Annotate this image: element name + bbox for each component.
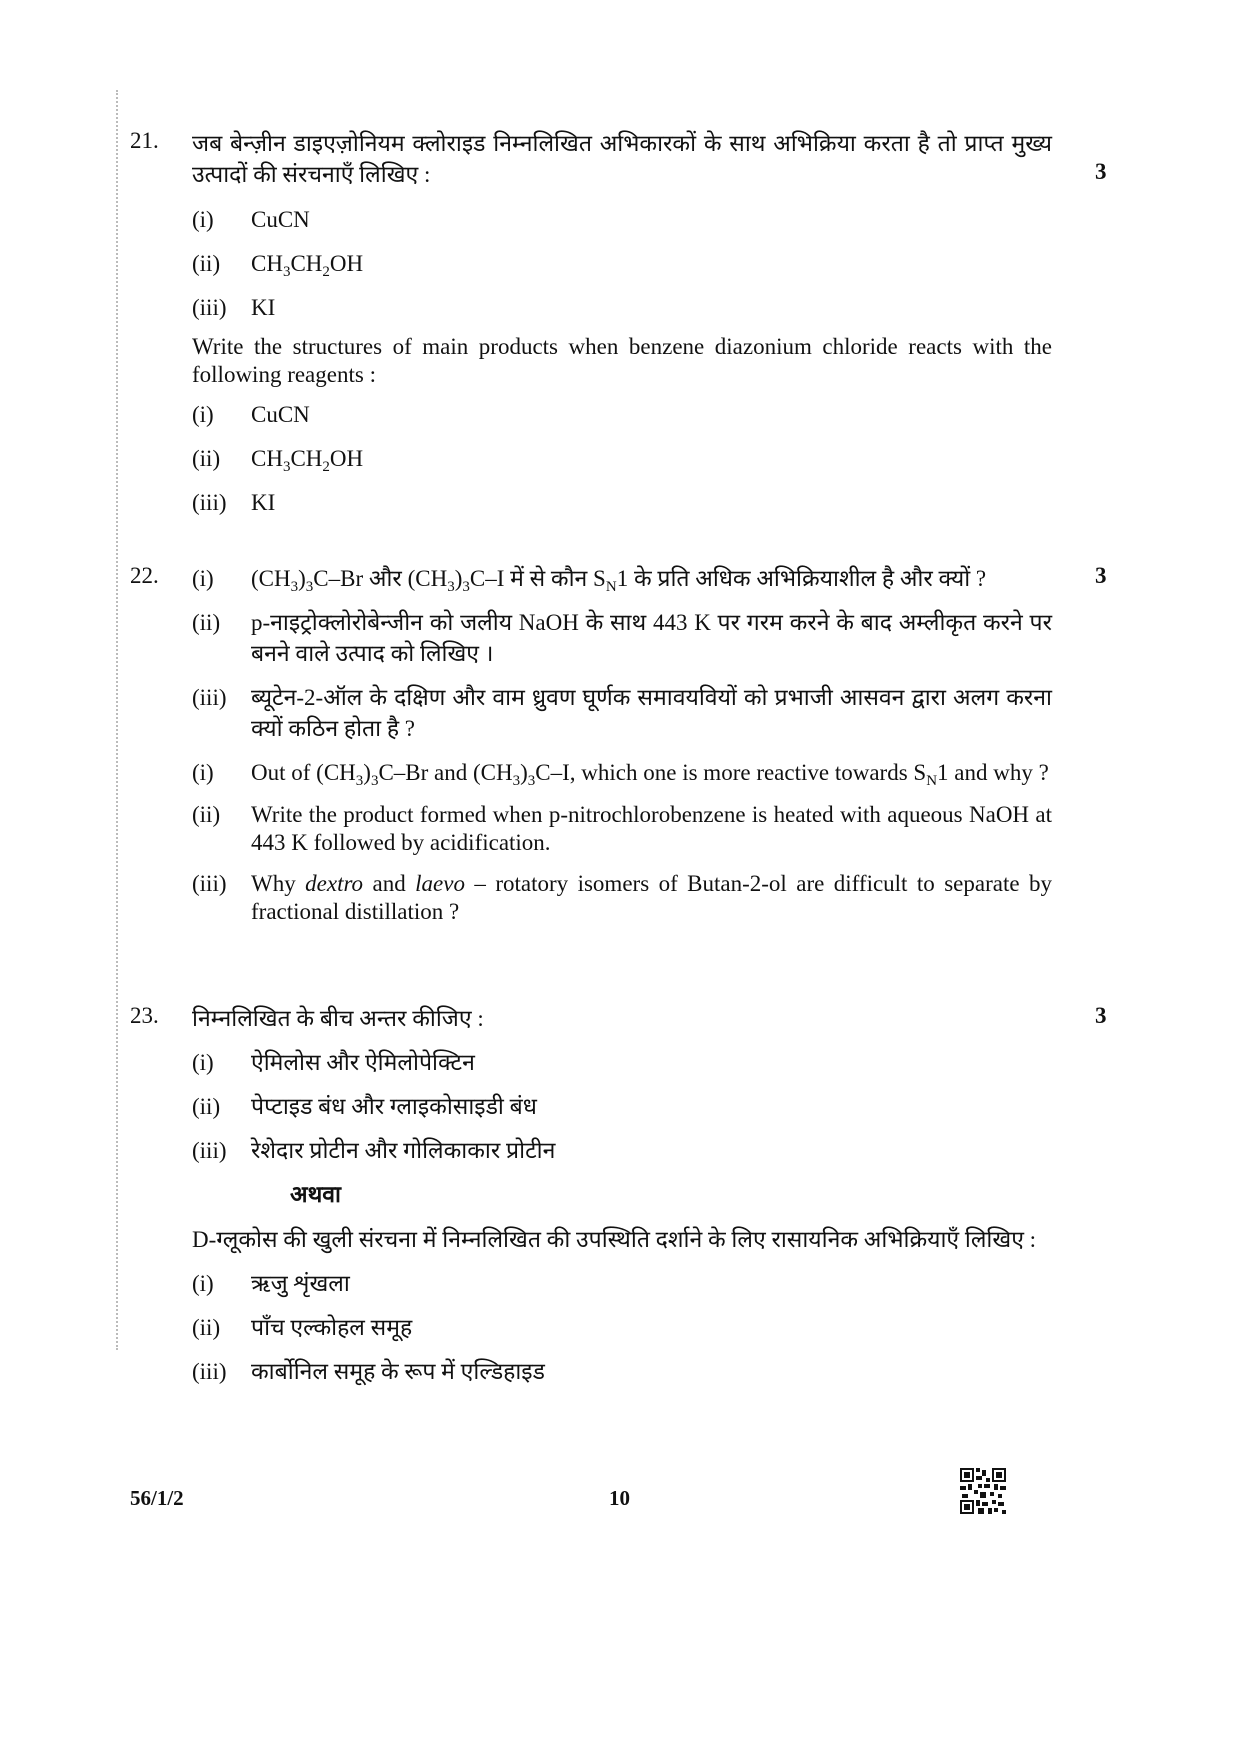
question-stem-hindi: जब बेन्ज़ीन डाइएज़ोनियम क्लोराइड निम्नलिखित अभिकारकों के साथ अभिक्रिया करता है तो प्राप्त मुख्य उत्पादों की संरचनाएँ लिखिए : [192, 131, 1052, 187]
question-number: 22. [130, 563, 159, 588]
item-text: रेशेदार प्रोटीन और गोलिकाकार प्रोटीन [251, 1138, 556, 1163]
or-question-stem: D-ग्लूकोस की खुली संरचना में निम्नलिखित की उपस्थिति दर्शाने के लिए रासायनिक अभिक्रियाएँ लिखिए : [192, 1227, 1037, 1252]
list-item [192, 870, 1052, 926]
question-22 [130, 563, 1120, 939]
item-text: ऐमिलोस और ऐमिलोपेक्टिन [251, 1050, 475, 1075]
question-stem-english: Write the structures of main products when benzene diazonium chloride reacts with the following reagents : [192, 334, 1052, 387]
item-text: $(CH_3)_3C-Br$ और $(CH_3)_3C-I$ में से कौन $S_N1$ के प्रति अधिक अभिक्रियाशील है और क्यों ? [251, 566, 987, 595]
item-label: (ii) [192, 1315, 221, 1340]
item-text: KI [251, 490, 276, 515]
item-label: (ii) [192, 251, 221, 276]
list-item [192, 248, 1052, 279]
question-21 [130, 128, 1120, 531]
margin-dotted-line [116, 90, 118, 1350]
item-label: (i) [192, 1271, 214, 1296]
item-text: KI [251, 295, 276, 320]
list-item [192, 563, 1052, 594]
item-label: (ii) [192, 802, 221, 827]
question-marks: 3 [1095, 563, 1107, 588]
list-item [192, 1135, 1052, 1166]
item-label: (i) [192, 1050, 214, 1075]
list-item [192, 292, 1052, 323]
list-item [192, 487, 1052, 518]
list-item [192, 1312, 1052, 1343]
item-text: कार्बोनिल समूह के रूप में एल्डिहाइड [251, 1359, 545, 1384]
item-text: Why dextro and laevo – rotatory isomers of Butan-2-ol are difficult to separate by fractional distillation ? [251, 871, 1052, 924]
item-label: (i) [192, 207, 214, 232]
question-number: 23. [130, 1003, 159, 1028]
question-marks: 3 [1095, 159, 1107, 184]
item-text: ब्यूटेन-2-ऑल के दक्षिण और वाम ध्रुवण घूर्णक समावयवियों को प्रभाजी आसवन द्वारा अलग करना क्यों कठिन होता है ? [251, 685, 1052, 741]
item-label: (iii) [192, 685, 227, 710]
item-text: $CH_3CH_2OH$ [251, 251, 364, 280]
item-label: (ii) [192, 1094, 221, 1119]
item-text: पेप्टाइड बंध और ग्लाइकोसाइडी बंध [251, 1094, 537, 1119]
list-item [192, 1356, 1052, 1387]
list-item [192, 607, 1052, 669]
item-label: (i) [192, 402, 214, 427]
item-text: p-नाइट्रोक्लोरोबेन्जीन को जलीय NaOH के साथ 443 K पर गरम करने के बाद अम्लीकृत करने पर बनने वाले उत्पाद को लिखिए । [251, 610, 1052, 666]
item-label: (iii) [192, 1138, 227, 1163]
list-item [192, 399, 1052, 430]
item-label: (iii) [192, 490, 227, 515]
item-label: (ii) [192, 610, 221, 635]
question-number: 21. [130, 128, 159, 153]
item-label: (i) [192, 566, 214, 591]
question-23 [130, 1003, 1120, 1400]
item-label: (ii) [192, 446, 221, 471]
item-text: ऋजु शृंखला [251, 1271, 350, 1296]
list-item [192, 1047, 1052, 1078]
item-text: CuCN [251, 207, 310, 232]
item-label: (iii) [192, 295, 227, 320]
page-number: 10 [609, 1486, 630, 1510]
item-text: Write the product formed when p-nitrochlorobenzene is heated with aqueous NaOH at 443 K followed by acidification. [251, 802, 1052, 855]
list-item [192, 757, 1052, 788]
or-label: अथवा [290, 1182, 342, 1207]
qr-code-icon [960, 1468, 1006, 1514]
item-label: (i) [192, 760, 214, 785]
paper-code: 56/1/2 [130, 1486, 184, 1510]
list-item [192, 682, 1052, 744]
list-item [192, 204, 1052, 235]
item-text: Out of $(CH_3)_3C-Br$ and $(CH_3)_3C-I$, which one is more reactive towards $S_N1$ and why ? [251, 760, 1049, 789]
list-item [192, 1091, 1052, 1122]
item-text: $CH_3CH_2OH$ [251, 446, 364, 475]
list-item [192, 801, 1052, 857]
list-item [192, 1268, 1052, 1299]
item-text: पाँच एल्कोहल समूह [251, 1315, 413, 1340]
list-item [192, 443, 1052, 474]
item-label: (iii) [192, 1359, 227, 1384]
item-label: (iii) [192, 871, 227, 896]
item-text: CuCN [251, 402, 310, 427]
question-marks: 3 [1095, 1003, 1107, 1028]
question-stem-hindi: निम्नलिखित के बीच अन्तर कीजिए : [192, 1006, 484, 1031]
